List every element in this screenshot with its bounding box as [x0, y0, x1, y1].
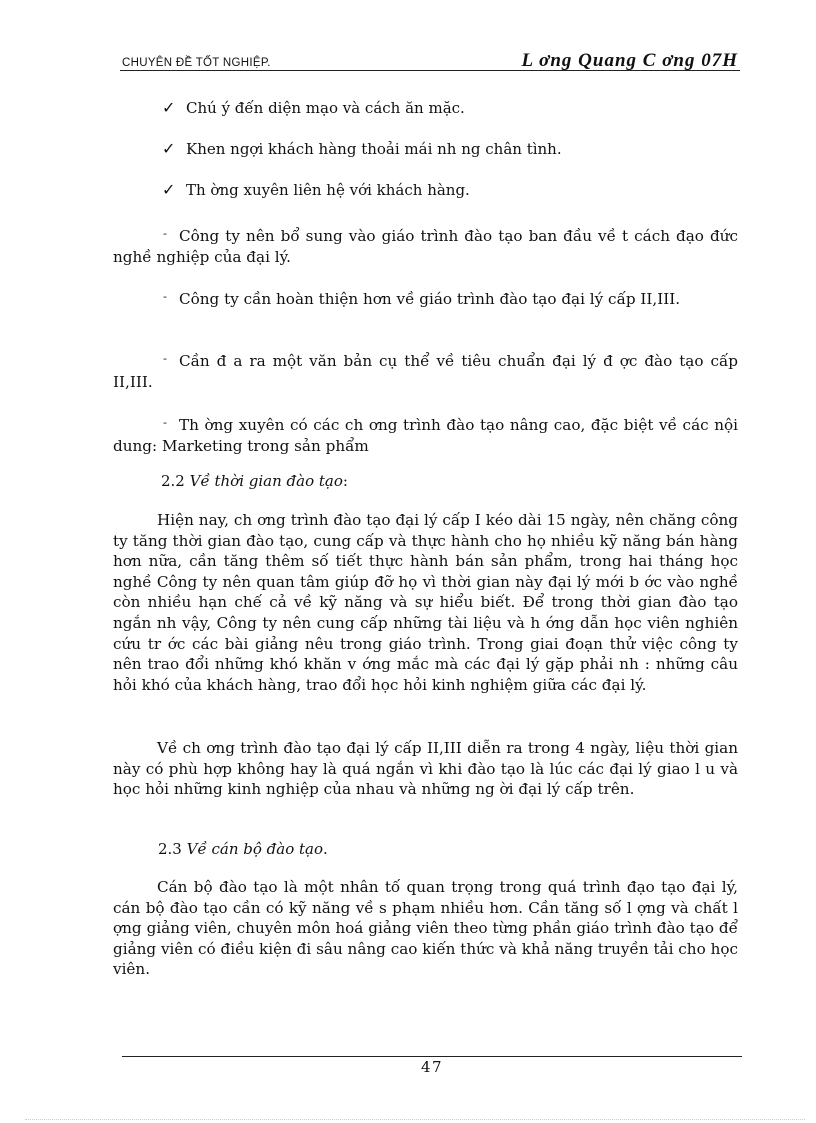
checklist-item [162, 98, 465, 117]
footer-divider [122, 1056, 742, 1057]
bullet-text: Công ty cần hoàn thiện hơn về giáo trình đào tạo đại lý cấp II,III. [179, 290, 681, 308]
bullet-paragraph [113, 287, 738, 310]
body-paragraph: Về ch ơng trình đào tạo đại lý cấp II,III diễn ra trong 4 ngày, liệu thời gian này có phù hợp không hay là quá ngắn vì khi đào tạo là lúc các đại lý giao l u và học hỏi những kinh nghiệp của nhau và những ng ời đại lý cấp trên. [113, 739, 738, 799]
checklist-item [162, 139, 562, 158]
page-number: 47 [420, 1058, 444, 1076]
bullet-text: Th ờng xuyên có các ch ơng trình đào tạo nâng cao, đặc biệt về các nội dung: Marketing trong sản phẩm [113, 416, 738, 455]
section-number: 2.2 [161, 472, 185, 490]
bullet-text: Cần đ a ra một văn bản cụ thể về tiêu chuẩn đại lý đ ợc đào tạo cấp II,III. [113, 352, 738, 391]
checkmark-icon: ✓ [162, 98, 176, 117]
header-divider [120, 70, 740, 71]
checklist-item [162, 180, 470, 199]
checklist-text: Khen ngợi khách hàng thoải mái nh ng chân tình. [186, 140, 562, 158]
section-title: Về cán bộ đào tạo [186, 840, 323, 858]
dash-bullet-icon: - [163, 290, 167, 303]
checkmark-icon: ✓ [162, 139, 176, 158]
checklist-text: Th ờng xuyên liên hệ với khách hàng. [186, 181, 470, 199]
page-edge-dotted-line [25, 1119, 805, 1120]
bullet-paragraph [113, 224, 738, 267]
dash-bullet-icon: - [163, 227, 167, 240]
section-heading-2-3 [158, 840, 328, 858]
dash-bullet-icon: - [163, 416, 167, 429]
section-suffix: . [323, 840, 328, 858]
body-paragraph: Hiện nay, ch ơng trình đào tạo đại lý cấp I kéo dài 15 ngày, nên chăng công ty tăng thời gian đào tạo, cung cấp và thực hành cho họ nhiều kỹ năng bán hàng hơn nữa, cần tăng thêm số tiết thực hành bán sản phẩm, trong hai tháng học nghề Công ty nên quan tâm giúp đỡ họ vì thời gian này đại lý mới b ớc vào nghề còn nhiều hạn chế cả về kỹ năng và sự hiểu biết. Để trong thời gian đào tạo ngắn nh vậy, Công ty nên cung cấp những tài liệu và h ớng dẫn học viên nghiên cứu tr ớc các bài giảng nêu trong giáo trình. Trong giai đoạn thử việc công ty nên trao đổi những khó khăn v ớng mắc mà các đại lý gặp phải nh : những câu hỏi khó của khách hàng, trao đổi học hỏi kinh nghiệm giữa các đại lý. [113, 511, 738, 694]
section-number: 2.3 [158, 840, 182, 858]
checkmark-icon: ✓ [162, 180, 176, 199]
bullet-text: Công ty nên bổ sung vào giáo trình đào tạo ban đầu về t cách đạo đức nghề nghiệp của đại lý. [113, 227, 738, 266]
bullet-paragraph [113, 413, 738, 456]
dash-bullet-icon: - [163, 352, 167, 365]
header-author-name: L ơng Quang C ơng 07H [521, 50, 738, 71]
section-suffix: : [342, 472, 348, 490]
body-paragraph: Cán bộ đào tạo là một nhân tố quan trọng trong quá trình đạo tạo đại lý, cán bộ đào tạo cần có kỹ năng về s phạm nhiều hơn. Cần tăng số l ợng và chất l ợng giảng viên, chuyên môn hoá giảng viên theo từng phần giáo trình đào tạo để giảng viên có điều kiện đi sâu nâng cao kiến thức và khả năng truyền tải cho học viên. [113, 878, 738, 979]
header-document-type: CHUYÊN ĐỀ TỐT NGHIỆP. [122, 57, 271, 69]
section-title: Về thời gian đào tạo [189, 472, 343, 490]
checklist-text: Chú ý đến diện mạo và cách ăn mặc. [186, 99, 465, 117]
bullet-paragraph [113, 349, 738, 392]
section-heading-2-2 [161, 472, 348, 490]
